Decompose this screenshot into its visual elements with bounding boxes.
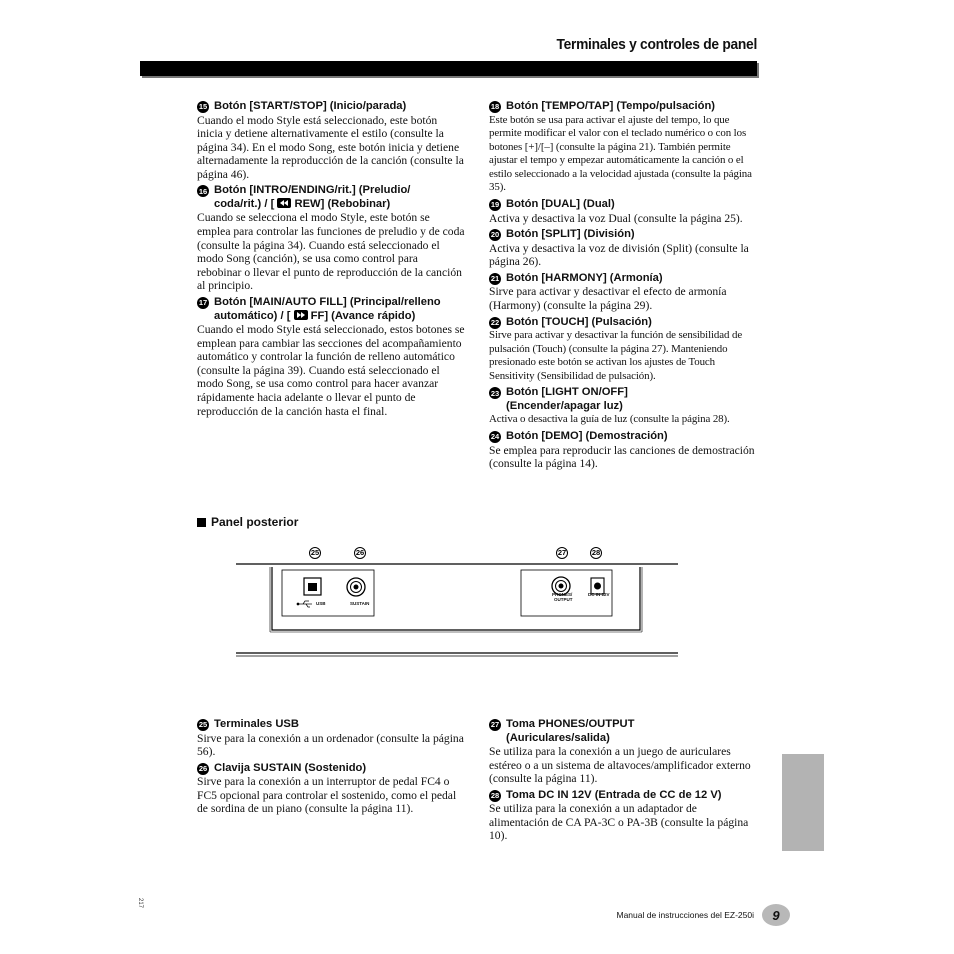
item-26 <box>197 762 465 816</box>
number-badge: 22 <box>490 317 500 327</box>
item-27 <box>489 718 757 786</box>
phones-label-b: OUTPUT <box>554 597 573 602</box>
item-body: Cuando el modo Style está seleccionado, estos botones se emplean para cambiar las secciones del acompañamiento automático y controlar la función de relleno automático (consulte la página 39). Cuando está seleccionado el modo Song, se usa como control para hacer avanzar rápidamente hacia adelante o llevar el punto de reproducción de la canción hasta el final. <box>197 323 465 418</box>
callout-27: 27 <box>557 548 567 557</box>
item-title: Botón [SPLIT] (División) <box>506 228 635 241</box>
item-body: Sirve para la conexión a un ordenador (consulte la página 56). <box>197 731 464 759</box>
number-badge: 19 <box>490 200 500 210</box>
item-title: Botón [TOUCH] (Pulsación) <box>506 315 652 328</box>
item-title-end: REW] (Rebobinar) <box>294 197 391 210</box>
item-title: Botón [LIGHT ON/OFF] <box>506 386 628 399</box>
item-title: Toma PHONES/OUTPUT <box>506 718 635 730</box>
number-badge: 25 <box>198 720 208 730</box>
phones-label-a: PHONES/ <box>552 592 573 597</box>
bottom-left-column <box>197 718 465 819</box>
section-title-text: Panel posterior <box>211 515 299 529</box>
item-title: Botón [DEMO] (Demostración) <box>506 430 668 442</box>
item-title-cont: automático) / [ <box>214 309 291 322</box>
item-body: Cuando el modo Style está seleccionado, este botón inicia y detiene alternativamente el estilo (consulte la página 34). En el modo Song, este botón inicia y detiene alternadamente la reproducción de la canción (consulte la página 46). <box>197 113 464 181</box>
side-tab <box>782 754 824 851</box>
number-badge: 23 <box>490 388 500 398</box>
item-28 <box>489 789 757 843</box>
dc-label: DC IN 12V <box>588 592 610 597</box>
item-body: Activa y desactiva la voz Dual (consulte la página 25). <box>489 211 743 225</box>
item-title: Botón [HARMONY] (Armonía) <box>506 271 663 284</box>
callout-28: 28 <box>591 548 601 557</box>
item-title: Clavija SUSTAIN (Sostenido) <box>214 761 367 774</box>
number-badge: 15 <box>198 102 208 112</box>
item-title-end: FF] (Avance rápido) <box>310 309 416 322</box>
usb-symbol-icon <box>297 601 312 607</box>
number-badge: 20 <box>490 230 500 240</box>
item-body: Se emplea para reproducir las canciones de demostración (consulte la página 14). <box>489 443 755 471</box>
item-title: Toma DC IN 12V (Entrada de CC de 12 V) <box>506 788 722 801</box>
item-body: Cuando se selecciona el modo Style, este botón se emplea para controlar las funciones de preludio y de coda (consulte la página 34). Cuando está seleccionado el modo Song (canción), se usa como control para rebobinar o llevar el punto de reproducción de la canción al principio. <box>197 211 465 293</box>
sustain-label: SUSTAIN <box>350 601 370 606</box>
number-badge: 27 <box>490 720 500 730</box>
page-number: 9 <box>762 904 790 926</box>
callout-25: 25 <box>310 548 320 557</box>
page-title: Terminales y controles de panel <box>556 36 757 53</box>
number-badge: 28 <box>490 791 500 801</box>
item-title-cont: (Auriculares/salida) <box>506 731 610 744</box>
item-body: Se utiliza para la conexión a un adaptador de alimentación de CA PA-3C o PA-3B (consulte la página 10). <box>489 802 749 843</box>
item-title: Botón [TEMPO/TAP] (Tempo/pulsación) <box>506 100 716 112</box>
callout-26: 26 <box>355 548 365 557</box>
number-badge: 18 <box>490 102 500 112</box>
item-title: Terminales USB <box>214 718 299 730</box>
usb-label: USB <box>316 601 326 606</box>
number-badge: 16 <box>198 186 208 196</box>
item-body: Sirve para activar y desactivar el efecto de armonía (Harmony) (consulte la página 29). <box>489 285 727 312</box>
item-title-cont: (Encender/apagar luz) <box>506 399 623 412</box>
item-body: Sirve para activar y desactivar la función de sensibilidad de pulsación (Touch) (consulte la página 27). Manteniendo presionado este botón se activan los ajustes de Touch Sensitivity (Sensibilidad de pulsación). <box>489 329 743 382</box>
side-code: 217 <box>137 898 143 909</box>
number-badge: 17 <box>198 298 208 308</box>
item-body: Sirve para la conexión a un interruptor de pedal FC4 o FC5 opcional para controlar el sostenido, como el pedal de sordina de un piano (consulte la página 11). <box>197 775 457 816</box>
item-title: Botón [DUAL] (Dual) <box>506 198 615 211</box>
bottom-right-column <box>489 718 757 846</box>
manual-title: Manual de instrucciones del EZ-250i <box>616 910 754 920</box>
number-badge: 24 <box>490 432 500 442</box>
item-body: Se utiliza para la conexión a un juego de auriculares estéreo o a un sistema de altavoces/amplificador externo (consulte la página 11). <box>489 745 751 786</box>
item-title-cont: coda/rit.) / [ <box>214 197 275 210</box>
item-25 <box>197 718 465 759</box>
item-title: Botón [START/STOP] (Inicio/parada) <box>214 100 407 112</box>
item-body: Activa y desactiva la voz de división (Split) (consulte la página 26). <box>489 241 749 269</box>
item-body: Activa o desactiva la guía de luz (consulte la página 28). <box>489 413 730 426</box>
item-body: Este botón se usa para activar el ajuste del tempo, lo que permite modificar el valor con el teclado numérico o con los botones [+]/[–] (consulte la página 21). También permite ajustar el tempo y empezar automáticamente la canción o el estilo seleccionado a la velocidad ajustada (consulte la página 35). <box>489 113 752 194</box>
number-badge: 21 <box>490 274 500 284</box>
item-title: Botón [MAIN/AUTO FILL] (Principal/relleno <box>214 296 441 309</box>
number-badge: 26 <box>198 763 208 773</box>
item-title: Botón [INTRO/ENDING/rit.] (Preludio/ <box>214 184 411 197</box>
